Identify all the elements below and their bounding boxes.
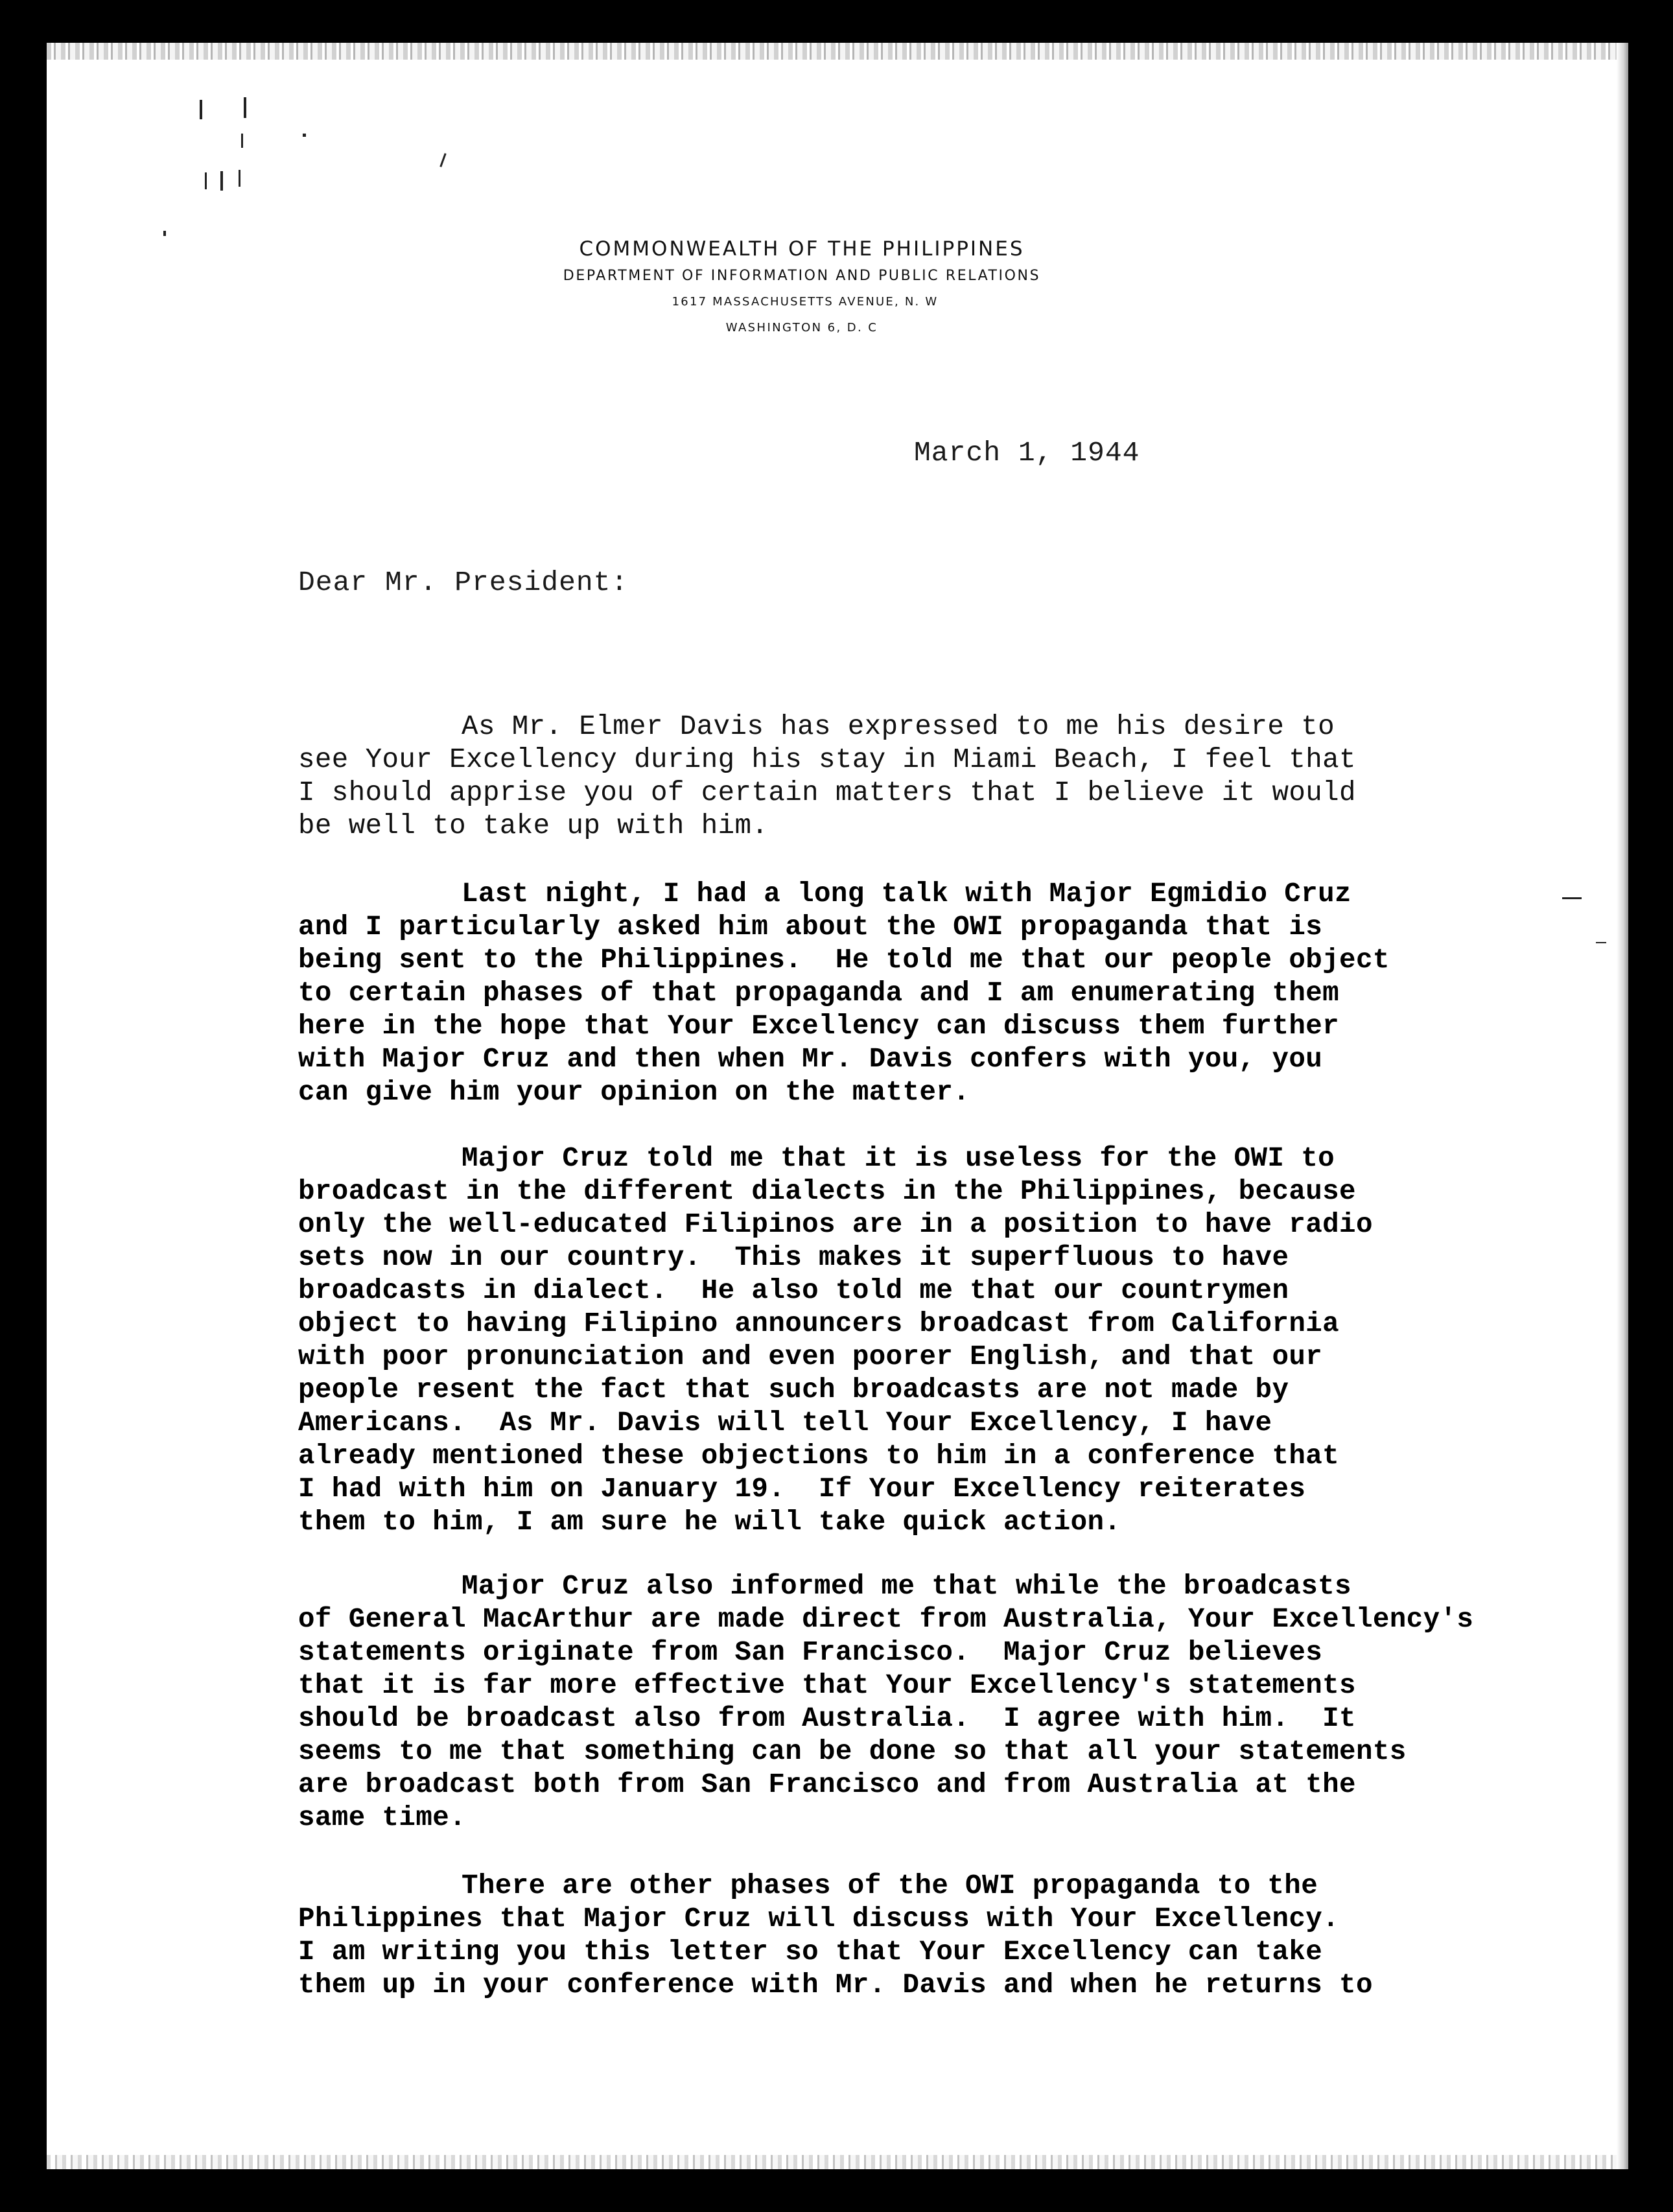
letterhead-street: 1617 MASSACHUSETTS AVENUE, N. W [672,295,939,309]
paragraph-line: object to having Filipino announcers broadcast from California [298,1308,1340,1339]
paragraph [298,711,1595,843]
margin-mark [205,172,207,189]
paragraph-line: broadcasts in dialect. He also told me that our countrymen [298,1275,1289,1306]
letterhead-city: WASHINGTON 6, D. C [725,321,878,335]
letterhead-department: DEPARTMENT OF INFORMATION AND PUBLIC RELATIONS [563,268,1041,284]
paragraph-line: broadcast in the different dialects in the Philippines, because [298,1176,1356,1207]
margin-mark [239,170,240,187]
paragraph-line: Last night, I had a long talk with Major Egmidio Cruz [462,878,1351,910]
paragraph-line: people resent the fact that such broadcasts are not made by [298,1374,1289,1406]
paragraph-line: I should apprise you of certain matters that I believe it would [298,777,1356,808]
paragraph-line: be well to take up with him. [298,810,769,841]
paragraph-line: with poor pronunciation and even poorer English, and that our [298,1341,1323,1372]
margin-mark [303,134,306,137]
letter-date: March 1, 1944 [914,437,1140,469]
page-top-edge [47,43,1628,60]
paragraph-line: with Major Cruz and then when Mr. Davis confers with you, you [298,1044,1323,1075]
paragraph [298,1570,1595,1835]
margin-mark [1596,942,1606,943]
page-bottom-edge [47,2155,1628,2169]
paragraph-line: As Mr. Elmer Davis has expressed to me his desire to [462,711,1335,742]
paragraph-line: and I particularly asked him about the OWI propaganda that is [298,912,1323,943]
paragraph-line: seems to me that something can be done so that all your statements [298,1736,1407,1767]
paragraph-line: them to him, I am sure he will take quick action. [298,1507,1121,1538]
paragraph-line: see Your Excellency during his stay in Miami Beach, I feel that [298,744,1356,775]
paragraph-line: Major Cruz told me that it is useless for the OWI to [462,1143,1335,1174]
page-right-edge [1617,43,1628,2169]
paragraph-line: here in the hope that Your Excellency can discuss them further [298,1011,1340,1042]
paragraph-line: I am writing you this letter so that Your Excellency can take [298,1936,1323,1968]
paragraph-line: are broadcast both from San Francisco and from Australia at the [298,1769,1356,1800]
paragraph-line: only the well-educated Filipinos are in a position to have radio [298,1209,1373,1240]
margin-mark [200,100,202,119]
paragraph [298,878,1595,1109]
paragraph-line: being sent to the Philippines. He told me that our people object [298,945,1390,976]
paragraph-line: sets now in our country. This makes it superfluous to have [298,1242,1289,1273]
paragraph-line: same time. [298,1802,467,1833]
paragraph-line: should be broadcast also from Australia. I agree with him. It [298,1703,1356,1734]
margin-mark [220,171,223,191]
paragraph-line: There are other phases of the OWI propaganda to the [462,1870,1318,1901]
paragraph-line: that it is far more effective that Your Excellency's statements [298,1670,1356,1701]
salutation: Dear Mr. President: [298,567,629,598]
paragraph-line: I had with him on January 19. If Your Excellency reiterates [298,1474,1306,1505]
paragraph-line: can give him your opinion on the matter. [298,1077,970,1108]
paragraph-line: already mentioned these objections to him in a conference that [298,1441,1340,1472]
margin-mark [439,153,446,167]
margin-mark [244,97,246,118]
letterhead [47,235,1628,341]
margin-mark [241,134,243,148]
paragraph-line: statements originate from San Francisco. Major Cruz believes [298,1637,1323,1668]
paragraph [298,1142,1595,1539]
paragraph-line: Major Cruz also informed me that while the broadcasts [462,1571,1351,1602]
paragraph-line: Americans. As Mr. Davis will tell Your Excellency, I have [298,1407,1272,1439]
paragraph [298,1870,1595,2002]
paragraph-line: them up in your conference with Mr. Davis and when he returns to [298,1970,1373,2001]
paragraph-line: Philippines that Major Cruz will discuss with Your Excellency. [298,1903,1340,1935]
paragraph-line: of General MacArthur are made direct from Australia, Your Excellency's [298,1604,1474,1635]
letterhead-org: COMMONWEALTH OF THE PHILIPPINES [579,237,1025,261]
paragraph-line: to certain phases of that propaganda and I am enumerating them [298,978,1340,1009]
letter-page [47,43,1628,2169]
